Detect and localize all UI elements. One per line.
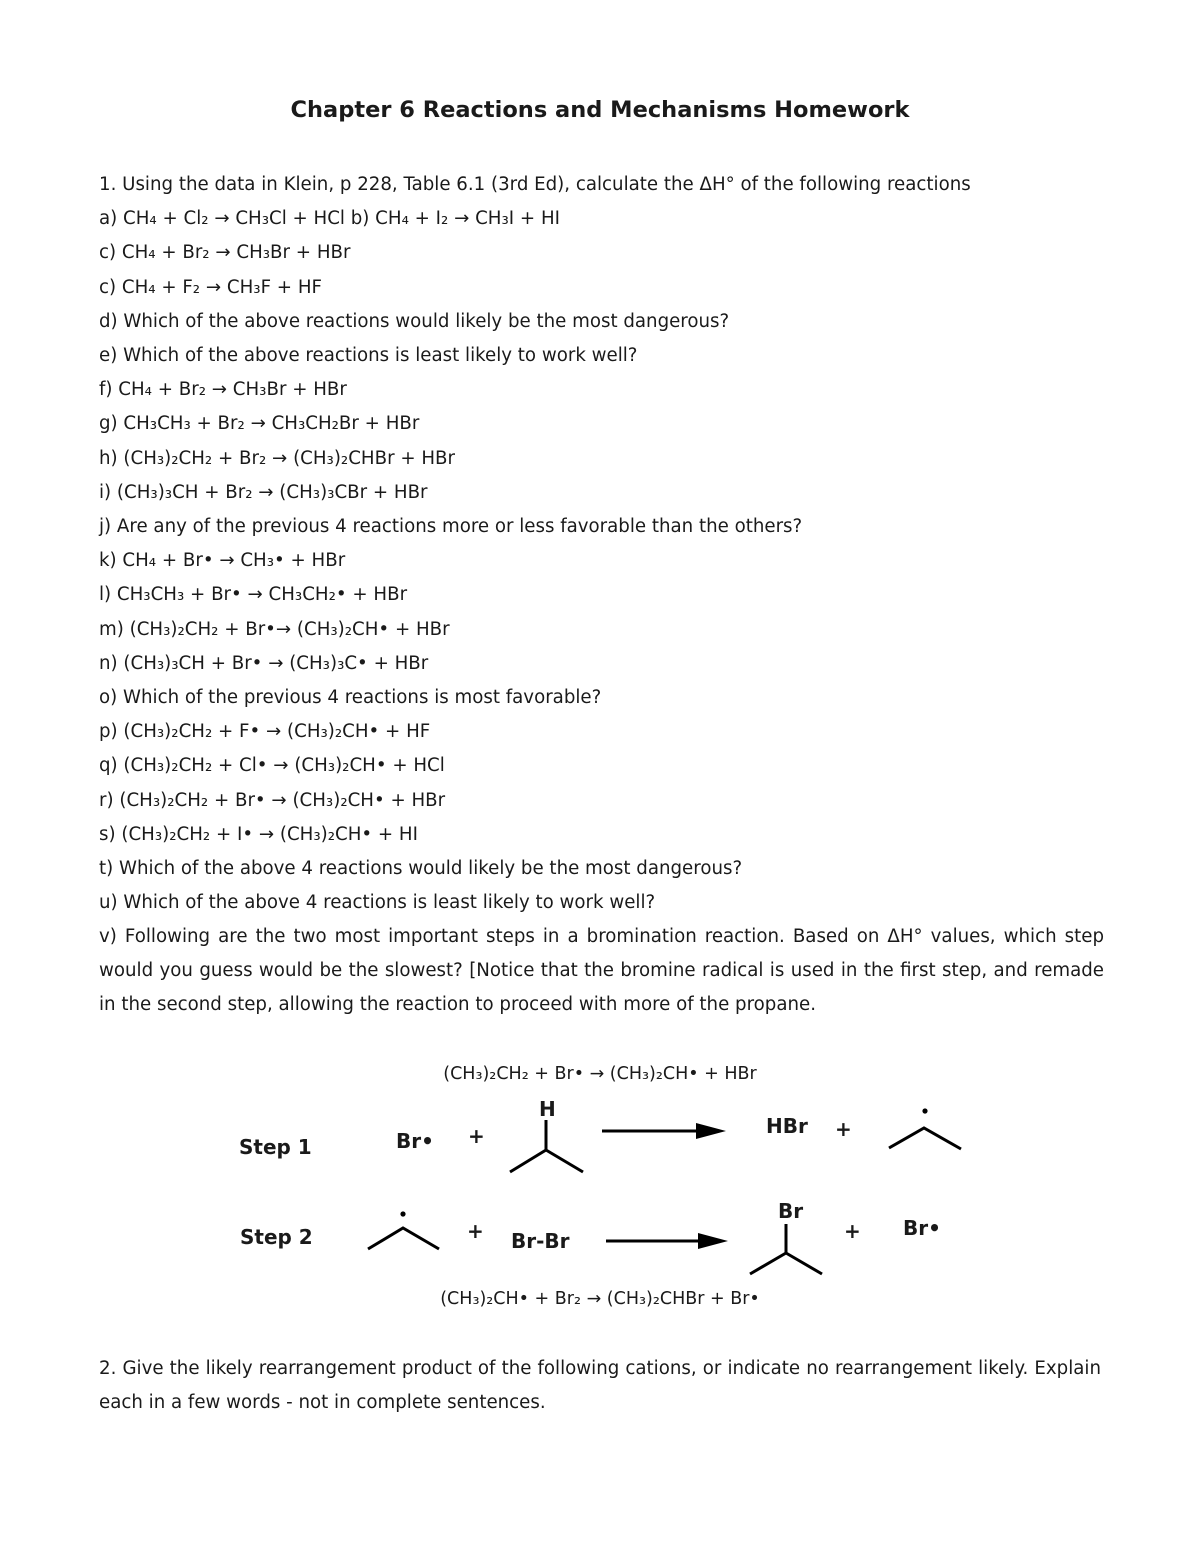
- question-1-item: q) (CH₃)₂CH₂ + Cl• → (CH₃)₂CH• + HCl: [99, 755, 445, 777]
- question-1-item: j) Are any of the previous 4 reactions more or less favorable than the others?: [99, 516, 803, 537]
- question-2: 2. Give the likely rearrangement product of the following cations, or indicate no rearrangement likely. Explain each in a few words - not in complete sentences.: [99, 1358, 1101, 1413]
- question-1-item: n) (CH₃)₃CH + Br• → (CH₃)₃C• + HBr: [99, 652, 429, 674]
- question-1-item: a) CH₄ + Cl₂ → CH₃Cl + HCl b) CH₄ + I₂ → CH₃I + HI: [99, 208, 560, 230]
- step2-label: Step 2: [240, 1225, 313, 1249]
- bromine-molecule: Br-Br: [511, 1229, 570, 1253]
- question-1-item: c) CH₄ + Br₂ → CH₃Br + HBr: [99, 242, 351, 264]
- question-1-part-v: v) Following are the two most important steps in a bromination reaction. Based on ΔH° values, which step would you guess would be the slowest? [Notice that the bromine radical is used in the first step, and remade in the second step, allowing the reaction to proceed with more of the propane.: [99, 926, 1104, 1016]
- bromine-radical-product: Br•: [903, 1216, 941, 1240]
- question-1-item: s) (CH₃)₂CH₂ + I• → (CH₃)₂CH• + HI: [99, 823, 418, 845]
- question-1-item: f) CH₄ + Br₂ → CH₃Br + HBr: [99, 379, 347, 401]
- question-1-item: h) (CH₃)₂CH₂ + Br₂ → (CH₃)₂CHBr + HBr: [99, 447, 455, 469]
- question-1-item: p) (CH₃)₂CH₂ + F• → (CH₃)₂CH• + HF: [99, 721, 431, 743]
- question-1-item: u) Which of the above 4 reactions is least likely to work well?: [99, 892, 656, 914]
- question-1-item: g) CH₃CH₃ + Br₂ → CH₃CH₂Br + HBr: [99, 413, 420, 435]
- hbr-product: HBr: [766, 1114, 808, 1138]
- bromine-radical-reactant: Br•: [396, 1129, 434, 1153]
- bromopropane-structure: [750, 1224, 822, 1274]
- step1-equation: (CH₃)₂CH₂ + Br• → (CH₃)₂CH• + HBr: [443, 1064, 757, 1084]
- propane-structure: [510, 1120, 583, 1172]
- question-1-item: o) Which of the previous 4 reactions is most favorable?: [99, 687, 602, 708]
- plus-sign: +: [835, 1117, 852, 1141]
- question-1-item: r) (CH₃)₂CH₂ + Br• → (CH₃)₂CH• + HBr: [99, 789, 446, 811]
- bromine-label: Br: [778, 1199, 804, 1223]
- reaction-scheme-drawing: [0, 1090, 1200, 1290]
- question-1-item: k) CH₄ + Br• → CH₃• + HBr: [99, 550, 346, 572]
- question-1-prompt: 1. Using the data in Klein, p 228, Table 6.1 (3rd Ed), calculate the ΔH° of the following reactions: [99, 174, 971, 195]
- question-1-item: l) CH₃CH₃ + Br• → CH₃CH₂• + HBr: [99, 584, 408, 606]
- reaction-arrow-step2: [606, 1233, 728, 1249]
- question-1-item: c) CH₄ + F₂ → CH₃F + HF: [99, 276, 322, 298]
- plus-sign: +: [844, 1219, 861, 1243]
- isopropyl-radical-structure: [889, 1108, 961, 1149]
- step2-equation: (CH₃)₂CH• + Br₂ → (CH₃)₂CHBr + Br•: [440, 1289, 760, 1309]
- plus-sign: +: [467, 1219, 484, 1243]
- question-1-item: m) (CH₃)₂CH₂ + Br•→ (CH₃)₂CH• + HBr: [99, 618, 450, 640]
- question-1-item: e) Which of the above reactions is least likely to work well?: [99, 345, 638, 366]
- hydrogen-label: H: [539, 1097, 556, 1121]
- question-1-item: d) Which of the above reactions would likely be the most dangerous?: [99, 310, 730, 332]
- page-title: Chapter 6 Reactions and Mechanisms Homework: [290, 97, 910, 123]
- reaction-arrow-step1: [602, 1123, 726, 1139]
- question-1-item: t) Which of the above 4 reactions would likely be the most dangerous?: [99, 858, 743, 879]
- question-1-item: i) (CH₃)₃CH + Br₂ → (CH₃)₃CBr + HBr: [99, 481, 428, 503]
- plus-sign: +: [468, 1124, 485, 1148]
- step1-label: Step 1: [239, 1135, 312, 1159]
- isopropyl-radical-structure: [368, 1211, 439, 1249]
